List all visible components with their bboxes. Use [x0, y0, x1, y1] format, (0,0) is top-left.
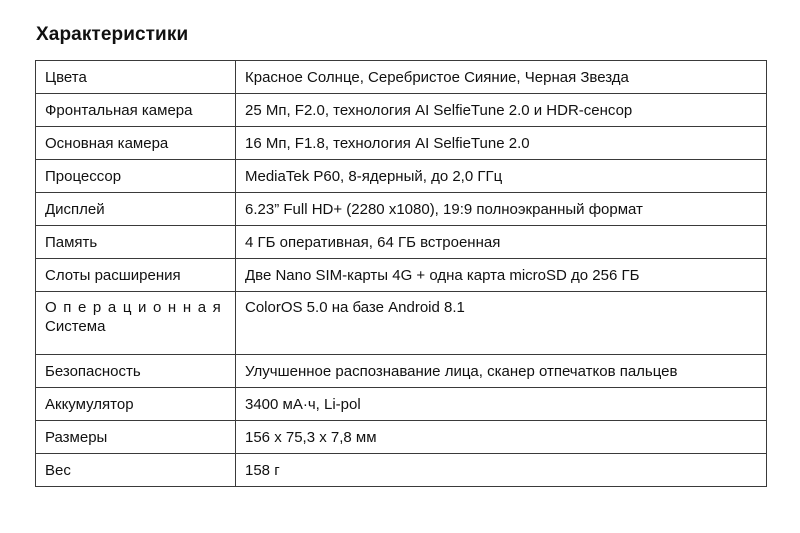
- spec-value: 158 г: [236, 454, 767, 487]
- spec-value: 4 ГБ оперативная, 64 ГБ встроенная: [236, 226, 767, 259]
- table-row: [36, 292, 767, 355]
- spec-value: Красное Солнце, Серебристое Сияние, Черная Звезда: [236, 61, 767, 94]
- spec-label: [36, 292, 236, 355]
- spec-label: Память: [36, 226, 236, 259]
- spec-value: ColorOS 5.0 на базе Android 8.1: [236, 292, 767, 355]
- table-row: [36, 355, 767, 388]
- spec-label-line1: Операционная: [45, 299, 228, 316]
- spec-value: 25 Мп, F2.0, технология AI SelfieTune 2.0 и HDR-сенсор: [236, 94, 767, 127]
- table-row: [36, 127, 767, 160]
- spec-value: 6.23” Full HD+ (2280 x1080), 19:9 полноэкранный формат: [236, 193, 767, 226]
- spec-label: Слоты расширения: [36, 259, 236, 292]
- spec-value: Улучшенное распознавание лица, сканер отпечатков пальцев: [236, 355, 767, 388]
- spec-label: Безопасность: [36, 355, 236, 388]
- spec-value: Две Nano SIM-карты 4G + одна карта microSD до 256 ГБ: [236, 259, 767, 292]
- spec-label: Дисплей: [36, 193, 236, 226]
- spec-value: 156 x 75,3 x 7,8 мм: [236, 421, 767, 454]
- table-row: [36, 94, 767, 127]
- page-title: Характеристики: [36, 24, 189, 45]
- spec-value: 16 Мп, F1.8, технология AI SelfieTune 2.0: [236, 127, 767, 160]
- table-row: [36, 61, 767, 94]
- spec-label: Фронтальная камера: [36, 94, 236, 127]
- spec-label: Основная камера: [36, 127, 236, 160]
- table-row: [36, 160, 767, 193]
- spec-value: MediaTek P60, 8-ядерный, до 2,0 ГГц: [236, 160, 767, 193]
- table-row: [36, 226, 767, 259]
- spec-label-line2: Система: [45, 318, 106, 335]
- table-row: [36, 388, 767, 421]
- spec-value: 3400 мА·ч, Li-pol: [236, 388, 767, 421]
- table-row: [36, 259, 767, 292]
- spec-label: Процессор: [36, 160, 236, 193]
- spec-label: Аккумулятор: [36, 388, 236, 421]
- spec-label: Вес: [36, 454, 236, 487]
- spec-label: Размеры: [36, 421, 236, 454]
- specs-table: [35, 60, 767, 487]
- table-row: [36, 454, 767, 487]
- spec-label: Цвета: [36, 61, 236, 94]
- table-row: [36, 193, 767, 226]
- table-row: [36, 421, 767, 454]
